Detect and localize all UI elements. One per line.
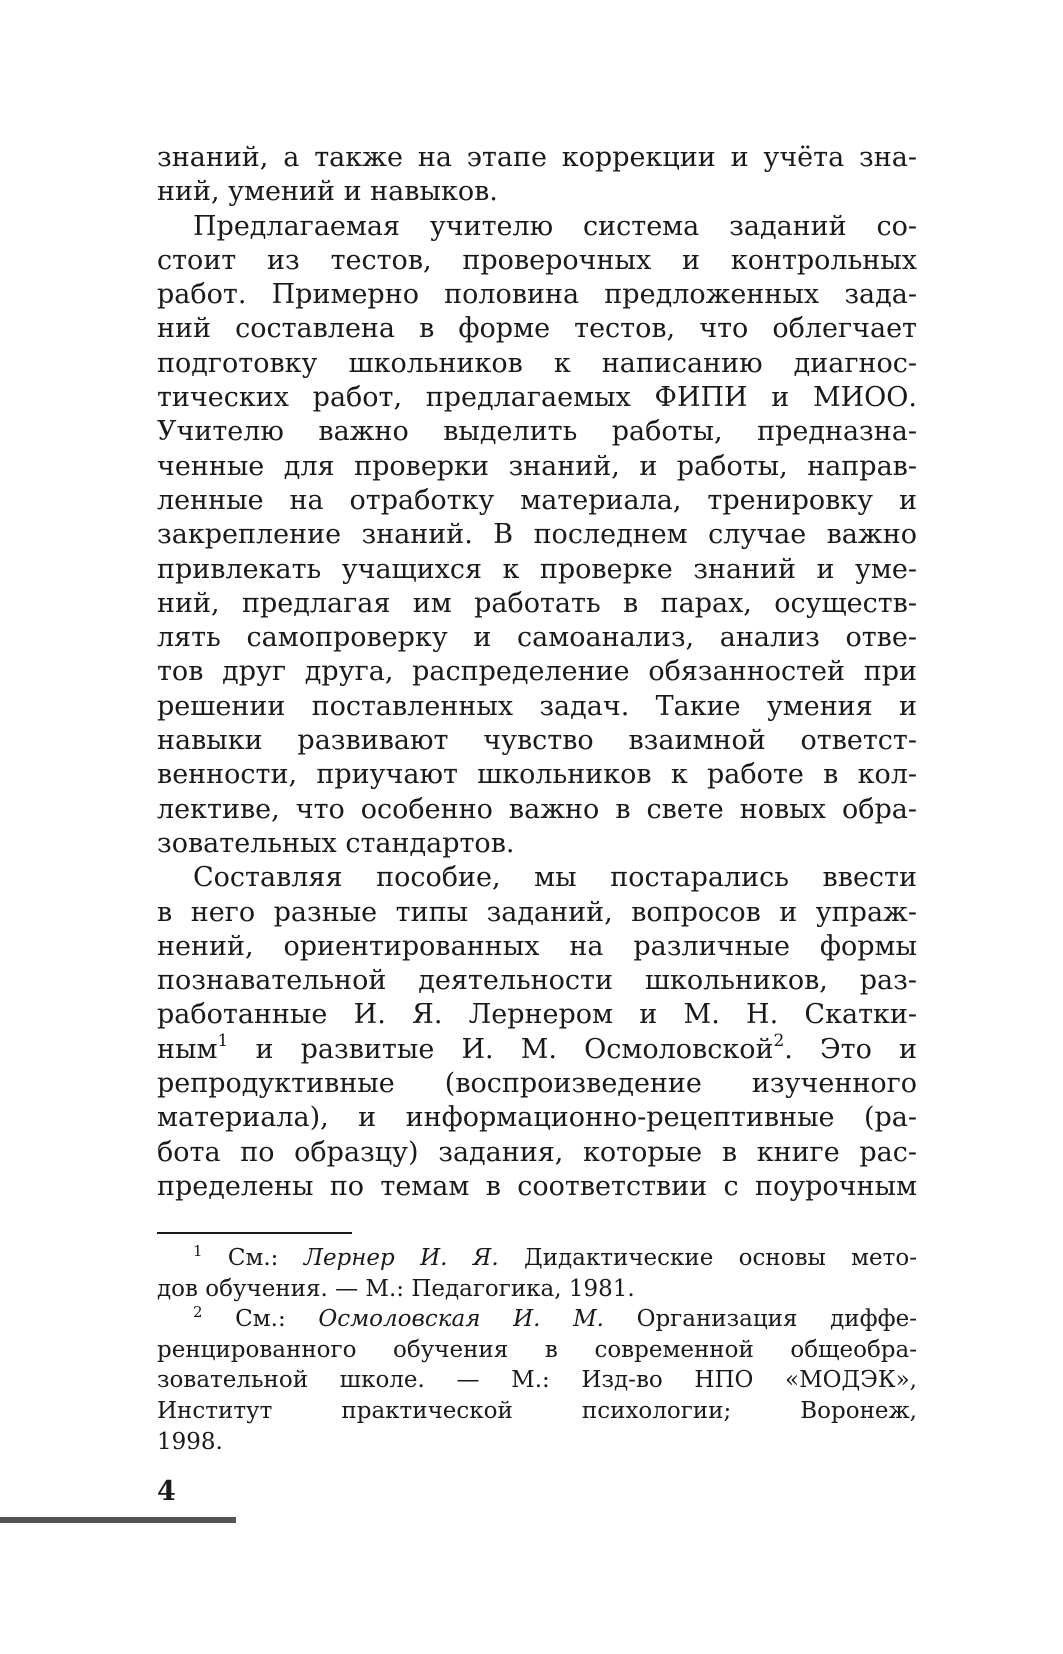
footnote-2-line xyxy=(157,1304,917,1335)
text-line: Составляя пособие, мы постарались ввести xyxy=(193,862,917,894)
text-line: ний, предлагая им работать в парах, осуществ- xyxy=(157,587,917,619)
footnote-ref-1: 1 xyxy=(217,1030,229,1051)
footnote-1-author: Лернер И. Я. xyxy=(303,1245,499,1271)
text-line: работанные И. Я. Лернером и М. Н. Скатки- xyxy=(157,999,917,1031)
footnote-ref-2: 2 xyxy=(773,1030,785,1051)
footnote-1-line: дов обучения. — М.: Педагогика, 1981. xyxy=(157,1275,635,1302)
text-line: стоит из тестов, проверочных и контрольных xyxy=(157,244,917,276)
text-line: ний, умений и навыков. xyxy=(157,176,498,208)
text-line-with-footnote-refs xyxy=(157,1030,917,1067)
text-line: бота по образцу) задания, которые в книге рас- xyxy=(157,1136,917,1168)
text-line: Учителю важно выделить работы, предназна- xyxy=(157,416,917,448)
text-line: работ. Примерно половина предложенных зада- xyxy=(157,279,917,311)
text-line: закрепление знаний. В последнем случае важно xyxy=(157,519,917,551)
text-line: решении поставленных задач. Такие умения и xyxy=(157,690,917,722)
footnote-2-line: 1998. xyxy=(157,1428,223,1455)
text-line: навыки развивают чувство взаимной ответст- xyxy=(157,725,917,757)
footnote-2-line: ренцированного обучения в современной общеобра- xyxy=(157,1336,917,1363)
text-line: нений, ориентированных на различные формы xyxy=(157,930,917,962)
page-number: 4 xyxy=(157,1476,176,1507)
footnote-2-line: Институт практической психологии; Воронеж, xyxy=(157,1397,917,1424)
text-line: знаний, а также на этапе коррекции и учёта зна- xyxy=(157,142,917,173)
body-text xyxy=(157,141,917,1204)
footnote-1-mark: 1 xyxy=(193,1242,203,1260)
text-line: привлекать учащихся к проверке знаний и уме- xyxy=(157,553,917,585)
footnote-1-prefix: См.: xyxy=(202,1245,304,1271)
text-line: тических работ, предлагаемых ФИПИ и МИОО. xyxy=(157,382,917,414)
text-line: ний составлена в форме тестов, что облегчает xyxy=(157,313,917,345)
footnote-divider xyxy=(157,1232,352,1234)
text-line: в него разные типы заданий, вопросов и упраж- xyxy=(157,896,917,928)
footnote-2-title: Организация диффе- xyxy=(603,1306,918,1333)
text-line: ченные для проверки знаний, и работы, направ- xyxy=(157,450,917,482)
text-line: ленные на отработку материала, тренировку и xyxy=(157,484,917,516)
text-line: материала), и информационно-рецептивные (ра- xyxy=(157,1102,917,1134)
text-line: познавательной деятельности школьников, раз- xyxy=(157,965,917,997)
text-line: лять самопроверку и самоанализ, анализ отве- xyxy=(157,622,917,654)
text-line: Предлагаемая учителю система заданий со- xyxy=(193,210,917,242)
text-line: репродуктивные (воспроизведение изученного xyxy=(157,1068,917,1100)
text-fragment: и развитые И. М. Осмоловской xyxy=(228,1033,774,1065)
text-line: венности, приучают школьников к работе в кол- xyxy=(157,759,917,791)
footnote-2-mark: 2 xyxy=(193,1303,203,1322)
footnote-2-author: Осмоловская И. М. xyxy=(318,1306,604,1333)
text-fragment: ным xyxy=(157,1033,218,1065)
text-line: подготовку школьников к написанию диагнос- xyxy=(157,347,917,379)
text-line: тов друг друга, распределение обязанностей при xyxy=(157,656,917,688)
text-line: лективе, что особенно важно в свете новых обра- xyxy=(157,793,917,825)
footnote-1-title: Дидактические основы мето- xyxy=(498,1245,917,1271)
footnote-1-line xyxy=(157,1243,917,1274)
text-fragment: . Это и xyxy=(784,1033,917,1065)
footnotes xyxy=(157,1243,917,1457)
text-line: пределены по темам в соответствии с поурочным xyxy=(157,1170,917,1202)
bottom-edge-bar xyxy=(0,1517,236,1523)
footnote-2-prefix: См.: xyxy=(202,1306,319,1333)
footnote-2-line: зовательной школе. — М.: Изд-во НПО «МОДЭК», xyxy=(157,1367,917,1394)
text-line: зовательных стандартов. xyxy=(157,827,515,859)
